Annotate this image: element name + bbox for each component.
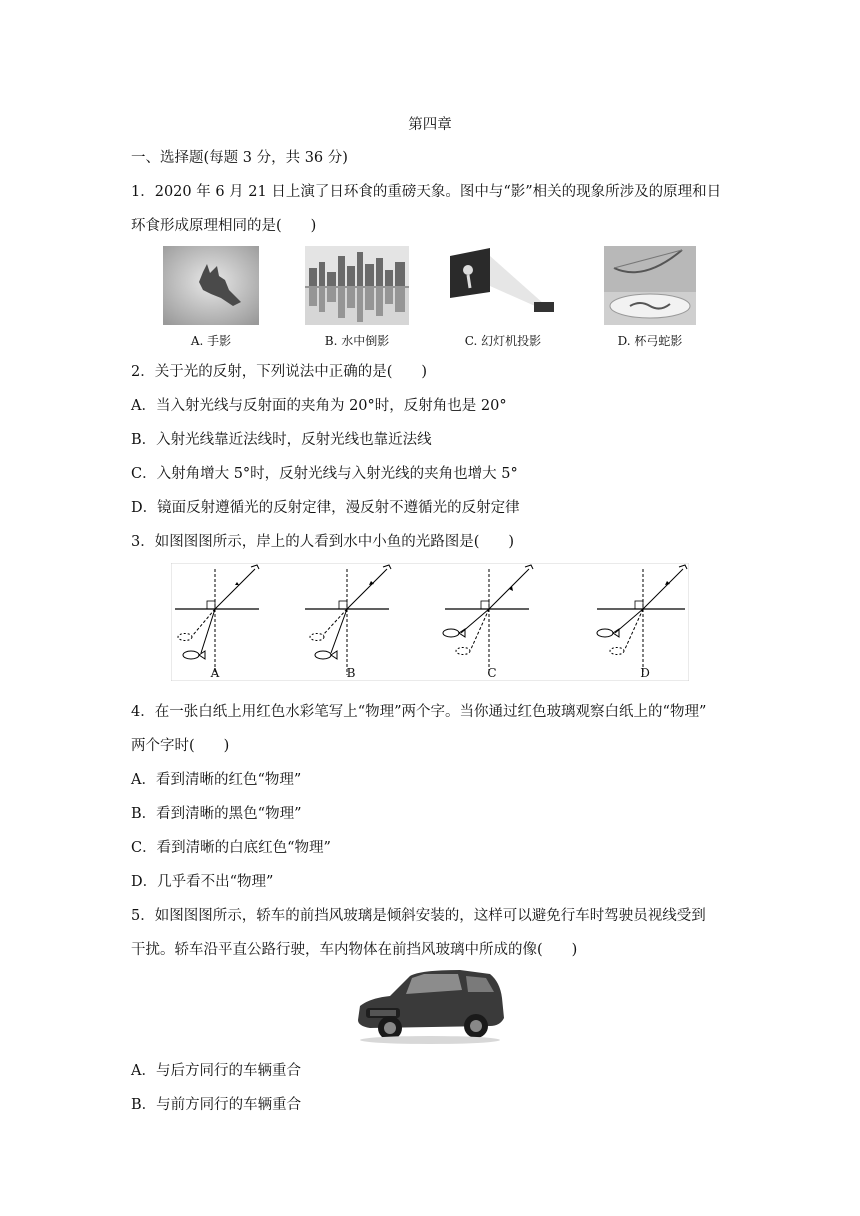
q1-caption-c: C. 幻灯机投影 bbox=[464, 334, 542, 348]
slide-projector-image bbox=[448, 246, 558, 325]
fish-light-path-diagrams bbox=[171, 563, 689, 681]
q5-stem-line1: 5．如图图图所示，轿车的前挡风玻璃是倾斜安装的，这样可以避免行车时驾驶员视线受到 bbox=[131, 908, 706, 924]
q5-option-a: A．与后方同行的车辆重合 bbox=[131, 1063, 301, 1079]
q3-label-b: B bbox=[346, 666, 356, 680]
q4-option-c: C．看到清晰的白底红色“物理” bbox=[131, 840, 331, 856]
q3-stem: 3．如图图图所示，岸上的人看到水中小鱼的光路图是( ) bbox=[131, 534, 515, 550]
q2-option-b: B．入射光线靠近法线时，反射光线也靠近法线 bbox=[131, 432, 432, 448]
q1-stem-line2: 环食形成原理相同的是( ) bbox=[131, 218, 317, 234]
q2-option-d: D．镜面反射遵循光的反射定律，漫反射不遵循光的反射定律 bbox=[131, 500, 520, 516]
q2-stem: 2．关于光的反射，下列说法中正确的是( ) bbox=[131, 364, 428, 380]
q4-option-b: B．看到清晰的黑色“物理” bbox=[131, 806, 302, 822]
q3-label-c: C bbox=[487, 666, 497, 680]
q4-option-d: D．几乎看不出“物理” bbox=[131, 874, 274, 890]
q3-label-a: A bbox=[210, 666, 220, 680]
q1-caption-d: D. 杯弓蛇影 bbox=[617, 334, 683, 348]
q5-option-b: B．与前方同行的车辆重合 bbox=[131, 1097, 302, 1113]
q1-caption-b: B. 水中倒影 bbox=[324, 334, 390, 348]
q3-label-d: D bbox=[640, 666, 650, 680]
chapter-title: 第四章 bbox=[408, 117, 452, 133]
q1-caption-a: A. 手影 bbox=[190, 334, 232, 348]
q1-stem-line1: 1．2020 年 6 月 21 日上演了日环食的重磅天象。图中与“影”相关的现象所涉及的原理和日 bbox=[131, 184, 722, 200]
q2-option-c: C．入射角增大 5°时，反射光线与入射光线的夹角也增大 5° bbox=[131, 466, 518, 482]
q4-option-a: A．看到清晰的红色“物理” bbox=[131, 772, 302, 788]
q2-option-a: A．当入射光线与反射面的夹角为 20°时，反射角也是 20° bbox=[131, 398, 507, 414]
water-reflection-image bbox=[305, 246, 409, 325]
bow-snake-image bbox=[604, 246, 696, 325]
section-heading: 一、选择题(每题 3 分，共 36 分) bbox=[131, 150, 348, 166]
q5-stem-line2: 干扰。轿车沿平直公路行驶，车内物体在前挡风玻璃中所成的像( ) bbox=[131, 942, 578, 958]
q4-stem-line1: 4．在一张白纸上用红色水彩笔写上“物理”两个字。当你通过红色玻璃观察白纸上的“物理” bbox=[131, 704, 707, 720]
hand-shadow-image bbox=[163, 246, 259, 325]
q4-stem-line2: 两个字时( ) bbox=[131, 738, 230, 754]
suv-car-image bbox=[350, 962, 510, 1046]
